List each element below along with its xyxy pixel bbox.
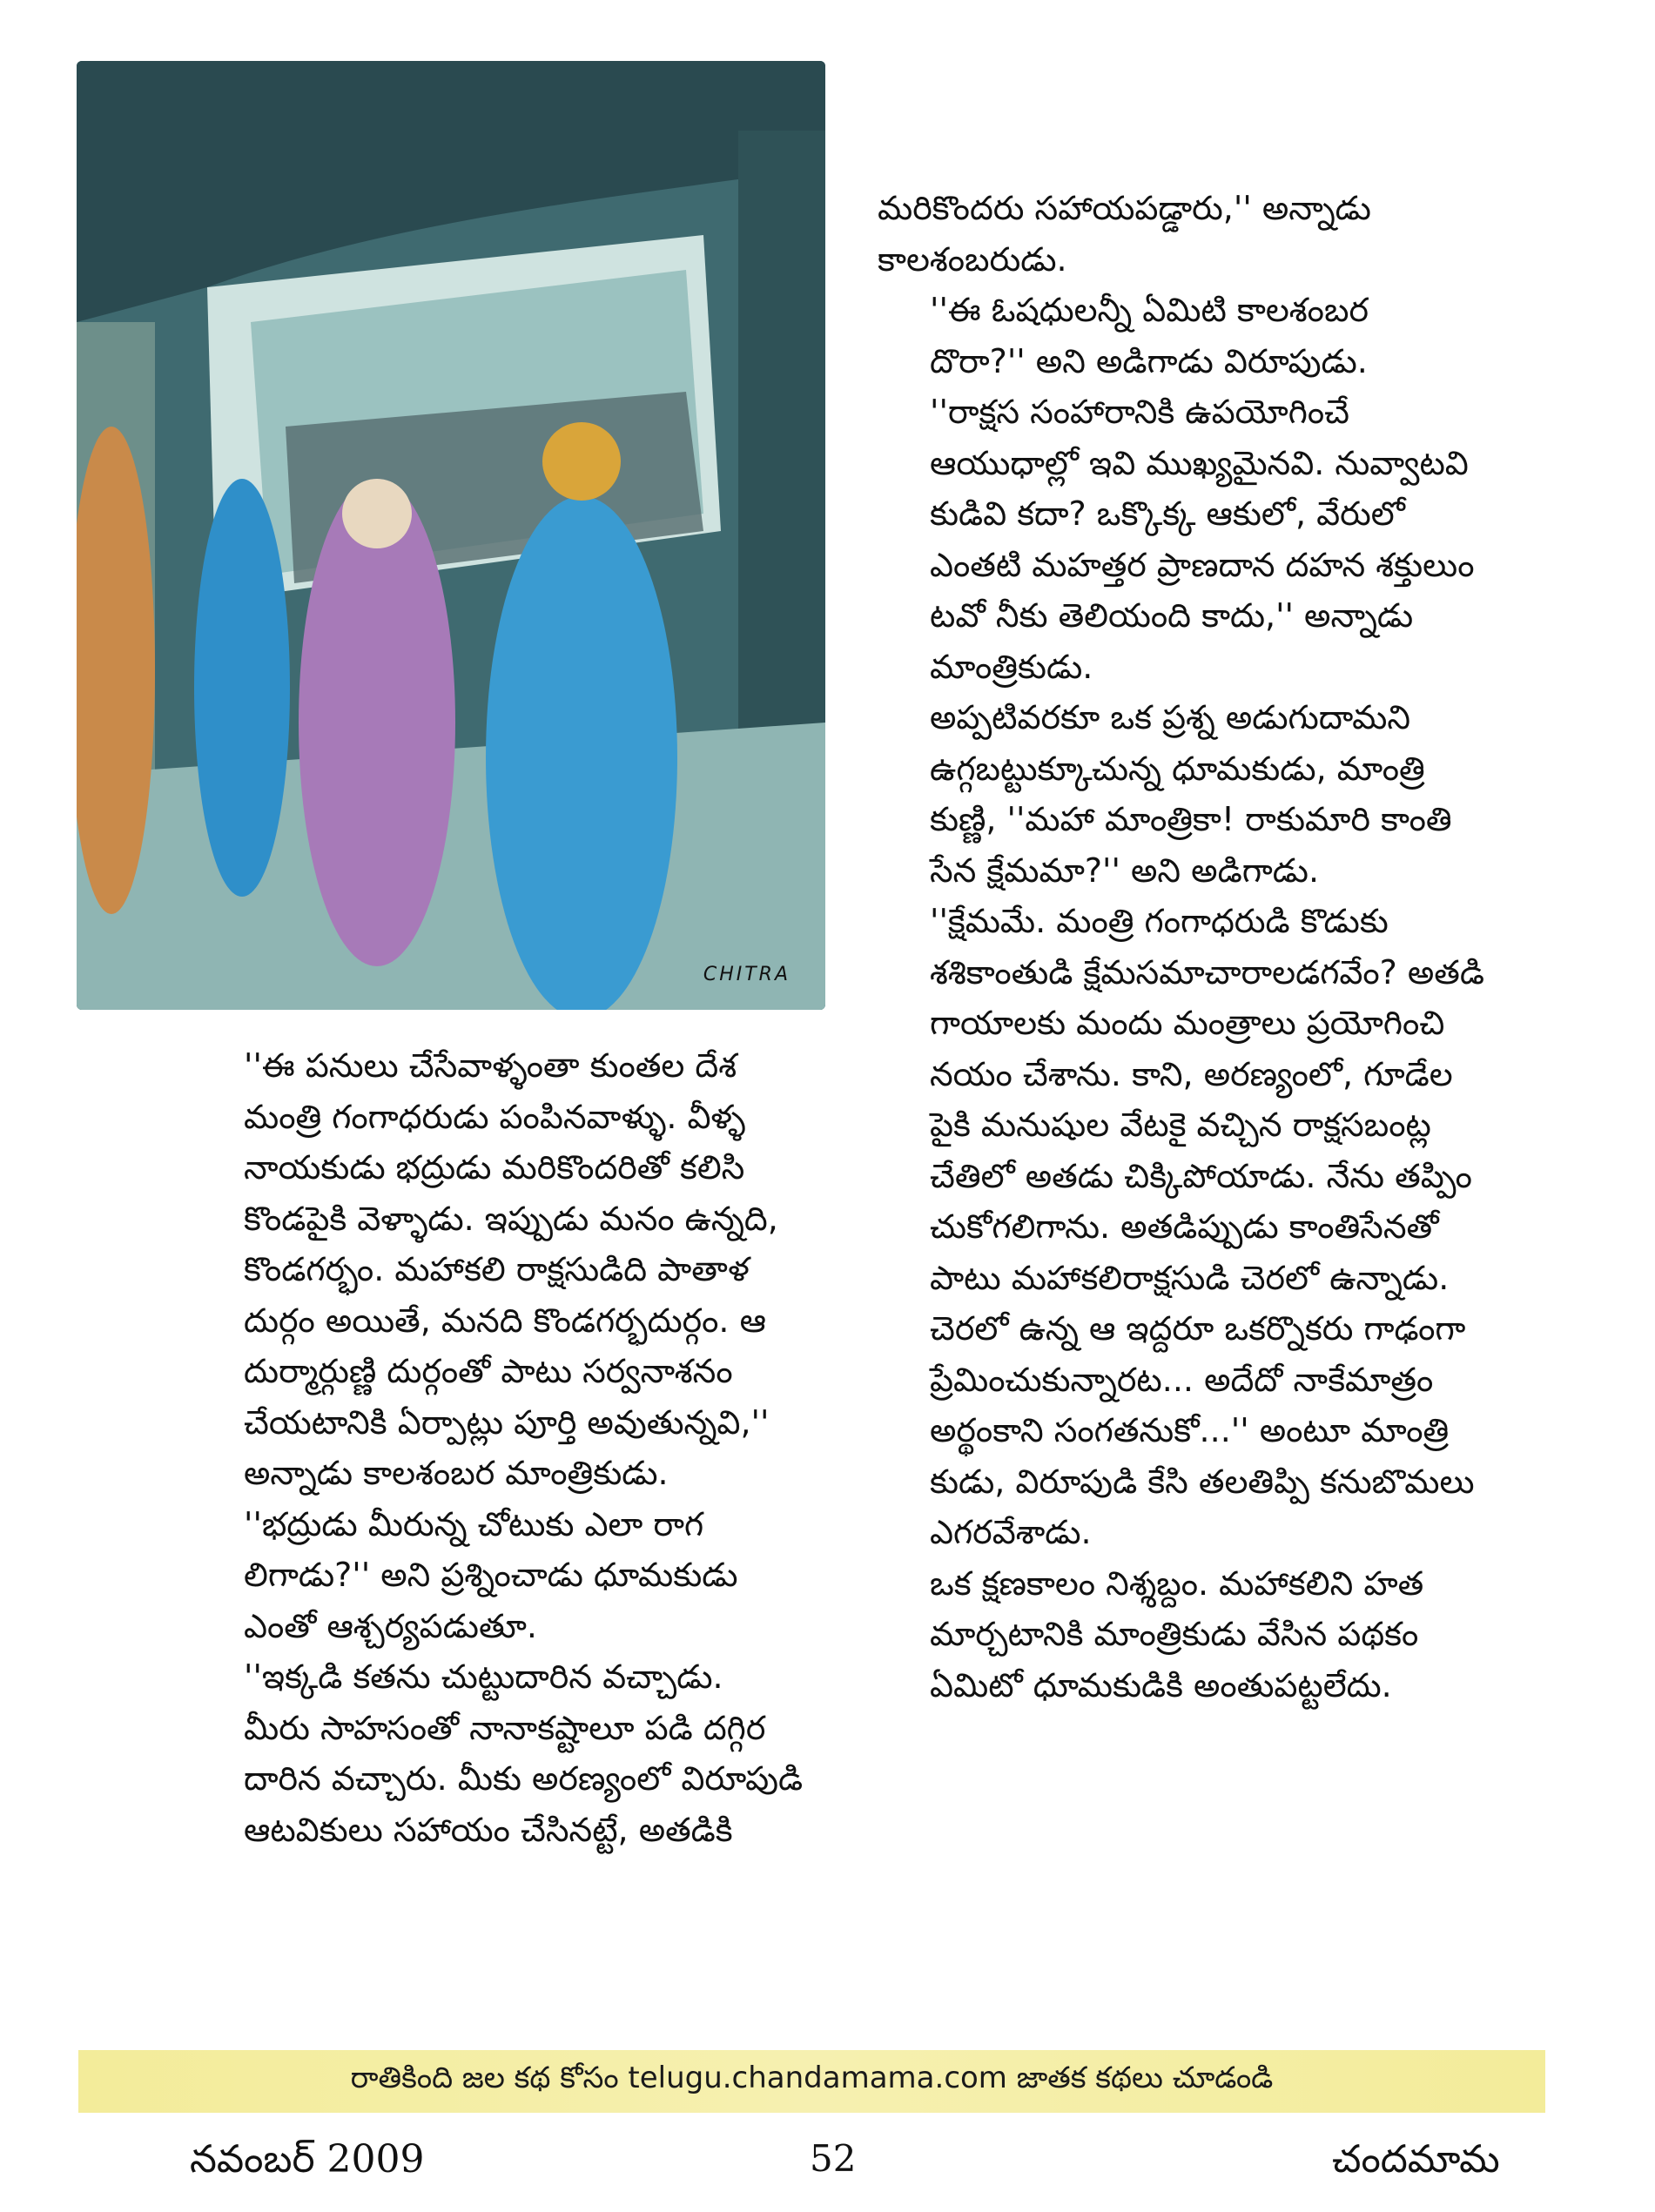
text-line: ఆయుధాల్లో ఇవి ముఖ్యమైనవి. నువ్వాటవి: [930, 443, 1469, 482]
story-illustration: [77, 61, 825, 1010]
text-line: ''ఈ పనులు చేసేవాళ్ళంతా కుంతల దేశ: [244, 1046, 737, 1085]
text-line: దొరా?'' అని అడిగాడు విరూపుడు.: [930, 341, 1368, 380]
text-line: కుణ్ణి, ''మహా మాంత్రికా! రాకుమారి కాంతి: [930, 800, 1452, 838]
text-line: ఎంతటి మహత్తర ప్రాణదాన దహన శక్తులుం: [930, 545, 1475, 584]
artist-signature: CHITRA: [703, 964, 790, 985]
paragraph: [192, 1651, 836, 1855]
text-line: మీరు సాహసంతో నానాకష్టాలూ పడి దగ్గిర: [244, 1708, 766, 1747]
text-line: ఉగ్గబట్టుక్కూచున్న ధూమకుడు, మాంత్రి: [930, 749, 1425, 788]
text-line: మాంత్రికుడు.: [930, 647, 1093, 686]
paragraph: [878, 1558, 1539, 1711]
text-line: చెరలో ఉన్న ఆ ఇద్దరూ ఒకర్నొకరు గాఢంగా: [930, 1309, 1466, 1348]
text-line: పాటు మహాకలిరాక్షసుడి చెరలో ఉన్నాడు.: [930, 1258, 1450, 1297]
text-line: ''ఈ ఓషధులన్నీ ఏమిటి కాలశంబర: [930, 291, 1369, 329]
text-line: కొండపైకి వెళ్ళాడు. ఇప్పుడు మనం ఉన్నది,: [244, 1199, 778, 1238]
text-line: దారిన వచ్చారు. మీకు అరణ్యంలో విరూపుడి: [244, 1759, 804, 1798]
text-line: టవో నీకు తెలియంది కాదు,'' అన్నాడు: [930, 596, 1414, 635]
text-line: ఆటవికులు సహాయం చేసినట్టే, అతడికి: [244, 1810, 733, 1849]
page-number: 52: [810, 2137, 857, 2180]
right-text-column: [878, 183, 1539, 1711]
text-line: చుకోగలిగాను. అతడిప్పుడు కాంతిసేనతో: [930, 1207, 1439, 1246]
text-line: నయం చేశాను. కాని, అరణ్యంలో, గూడేల: [930, 1054, 1453, 1093]
text-line: ''ఇక్కడి కతను చుట్టుదారిన వచ్చాడు.: [244, 1657, 723, 1696]
paragraph: [878, 387, 1539, 692]
promo-banner: [78, 2050, 1545, 2113]
text-line: దుర్మార్గుణ్ణి దుర్గంతో పాటు సర్వనాశనం: [244, 1352, 733, 1390]
paragraph: [878, 692, 1539, 896]
text-line: గాయాలకు మందు మంత్రాలు ప్రయోగించి: [930, 1004, 1445, 1042]
text-line: మంత్రి గంగాధరుడు పంపినవాళ్ళు. వీళ్ళ: [244, 1097, 746, 1136]
text-line: చేతిలో అతడు చిక్కిపోయాడు. నేను తప్పిం: [930, 1156, 1472, 1195]
text-line: కుడివి కదా? ఒక్కొక్క ఆకులో, వేరులో: [930, 494, 1405, 533]
text-line: ''క్షేమమే. మంత్రి గంగాధరుడి కొడుకు: [930, 902, 1389, 940]
magazine-name: చందమామ: [1332, 2137, 1500, 2182]
text-line: లిగాడు?'' అని ప్రశ్నించాడు ధూమకుడు: [244, 1556, 738, 1594]
text-line: ప్రేమించుకున్నారట... అదేదో నాకేమాత్రం: [930, 1360, 1434, 1399]
footer-date: నవంబర్ 2009: [190, 2137, 425, 2182]
paragraph: [878, 183, 1539, 285]
text-line: సేన క్షేమమా?'' అని అడిగాడు.: [930, 851, 1320, 890]
paragraph: [878, 896, 1539, 1558]
text-line: ఎంతో ఆశ్చర్యపడుతూ.: [244, 1606, 537, 1645]
text-line: శశికాంతుడి క్షేమసమాచారాలడగవేం? అతడి: [930, 952, 1484, 992]
text-line: దుర్గం అయితే, మనది కొండగర్భదుర్గం. ఆ: [244, 1301, 766, 1340]
text-line: కుడు, విరూపుడి కేసి తలతిప్పి కనుబొమలు: [930, 1462, 1475, 1501]
text-line: కాలశంబరుడు.: [878, 239, 1067, 279]
cave-scene-image: [77, 61, 825, 1010]
text-line: ఏమిటో ధూమకుడికి అంతుపట్టలేదు.: [930, 1665, 1392, 1704]
text-line: ఎగరవేశాడు.: [930, 1513, 1092, 1551]
text-line: నాయకుడు భద్రుడు మరికొందరితో కలిసి: [244, 1148, 745, 1187]
paragraph: [192, 1499, 836, 1652]
text-line: ''రాక్షస సంహారానికి ఉపయోగించే: [930, 393, 1350, 431]
promo-banner-text: రాతికింది జల కథ కోసం telugu.chandamama.com జాతక కథలు చూడండి: [350, 2061, 1274, 2095]
text-line: పైకి మనుషుల వేటకై వచ్చిన రాక్షసబంట్ల: [930, 1106, 1431, 1144]
paragraph: [192, 1040, 836, 1499]
text-line: చేయటానికి ఏర్పాట్లు పూర్తి అవుతున్నవి,'': [244, 1402, 770, 1442]
left-text-column: [192, 1040, 836, 1855]
text-line: అప్పటివరకూ ఒక ప్రశ్న అడుగుదామని: [930, 698, 1411, 736]
text-line: మార్చటానికి మాంత్రికుడు వేసిన పథకం: [930, 1615, 1419, 1653]
text-line: కొండగర్భం. మహాకలి రాక్షసుడిది పాతాళ: [244, 1250, 750, 1288]
text-line: అర్థంకాని సంగతనుకో...'' అంటూ మాంత్రి: [930, 1411, 1450, 1449]
text-line: ''భద్రుడు మీరున్న చోటుకు ఎలా రాగ: [244, 1504, 704, 1543]
text-line: ఒక క్షణకాలం నిశ్శబ్దం. మహాకలిని హత: [930, 1563, 1424, 1603]
text-line: మరికొందరు సహాయపడ్డారు,'' అన్నాడు: [878, 189, 1371, 227]
paragraph: [878, 285, 1539, 387]
text-line: అన్నాడు కాలశంబర మాంత్రికుడు.: [244, 1454, 669, 1492]
